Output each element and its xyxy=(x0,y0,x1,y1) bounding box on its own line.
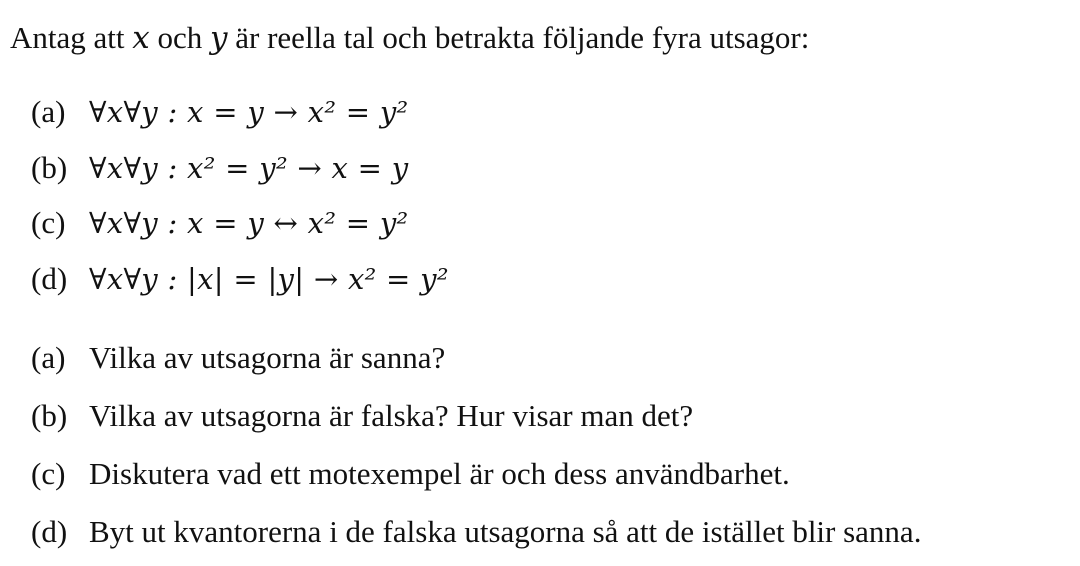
intro-middle: och xyxy=(149,20,210,55)
intro-before-x: Antag att xyxy=(10,20,133,55)
statement-label: (c) xyxy=(31,205,66,240)
statement-formula: ∀x∀y : x = y → x² = y² xyxy=(89,95,409,129)
statement-b xyxy=(31,148,408,188)
statement-d xyxy=(31,259,449,299)
statement-a xyxy=(31,92,408,132)
question-text: Vilka av utsagorna är falska? Hur visar man det? xyxy=(89,398,694,433)
statement-c xyxy=(31,203,408,243)
question-label: (a) xyxy=(31,340,66,375)
question-a xyxy=(31,338,445,378)
statement-label: (d) xyxy=(31,261,68,296)
statement-formula: ∀x∀y : x² = y² → x = y xyxy=(89,151,409,185)
intro-text xyxy=(10,18,809,58)
intro-after-y: är reella tal och betrakta följande fyra utsagor: xyxy=(227,20,810,55)
question-text: Vilka av utsagorna är sanna? xyxy=(89,340,446,375)
statement-formula: ∀x∀y : |x| = |y| → x² = y² xyxy=(89,262,449,296)
question-label: (b) xyxy=(31,398,68,433)
statement-formula: ∀x∀y : x = y ↔ x² = y² xyxy=(89,206,409,240)
variable-x: x xyxy=(132,20,150,56)
question-text: Diskutera vad ett motexempel är och dess användbarhet. xyxy=(89,456,790,491)
statement-label: (a) xyxy=(31,94,66,129)
statement-label: (b) xyxy=(31,150,68,185)
question-c xyxy=(31,454,790,494)
question-label: (d) xyxy=(31,514,68,549)
variable-y: y xyxy=(210,20,228,56)
question-label: (c) xyxy=(31,456,66,491)
question-text: Byt ut kvantorerna i de falska utsagorna så att de istället blir sanna. xyxy=(89,514,922,549)
question-d xyxy=(31,512,921,552)
question-b xyxy=(31,396,693,436)
